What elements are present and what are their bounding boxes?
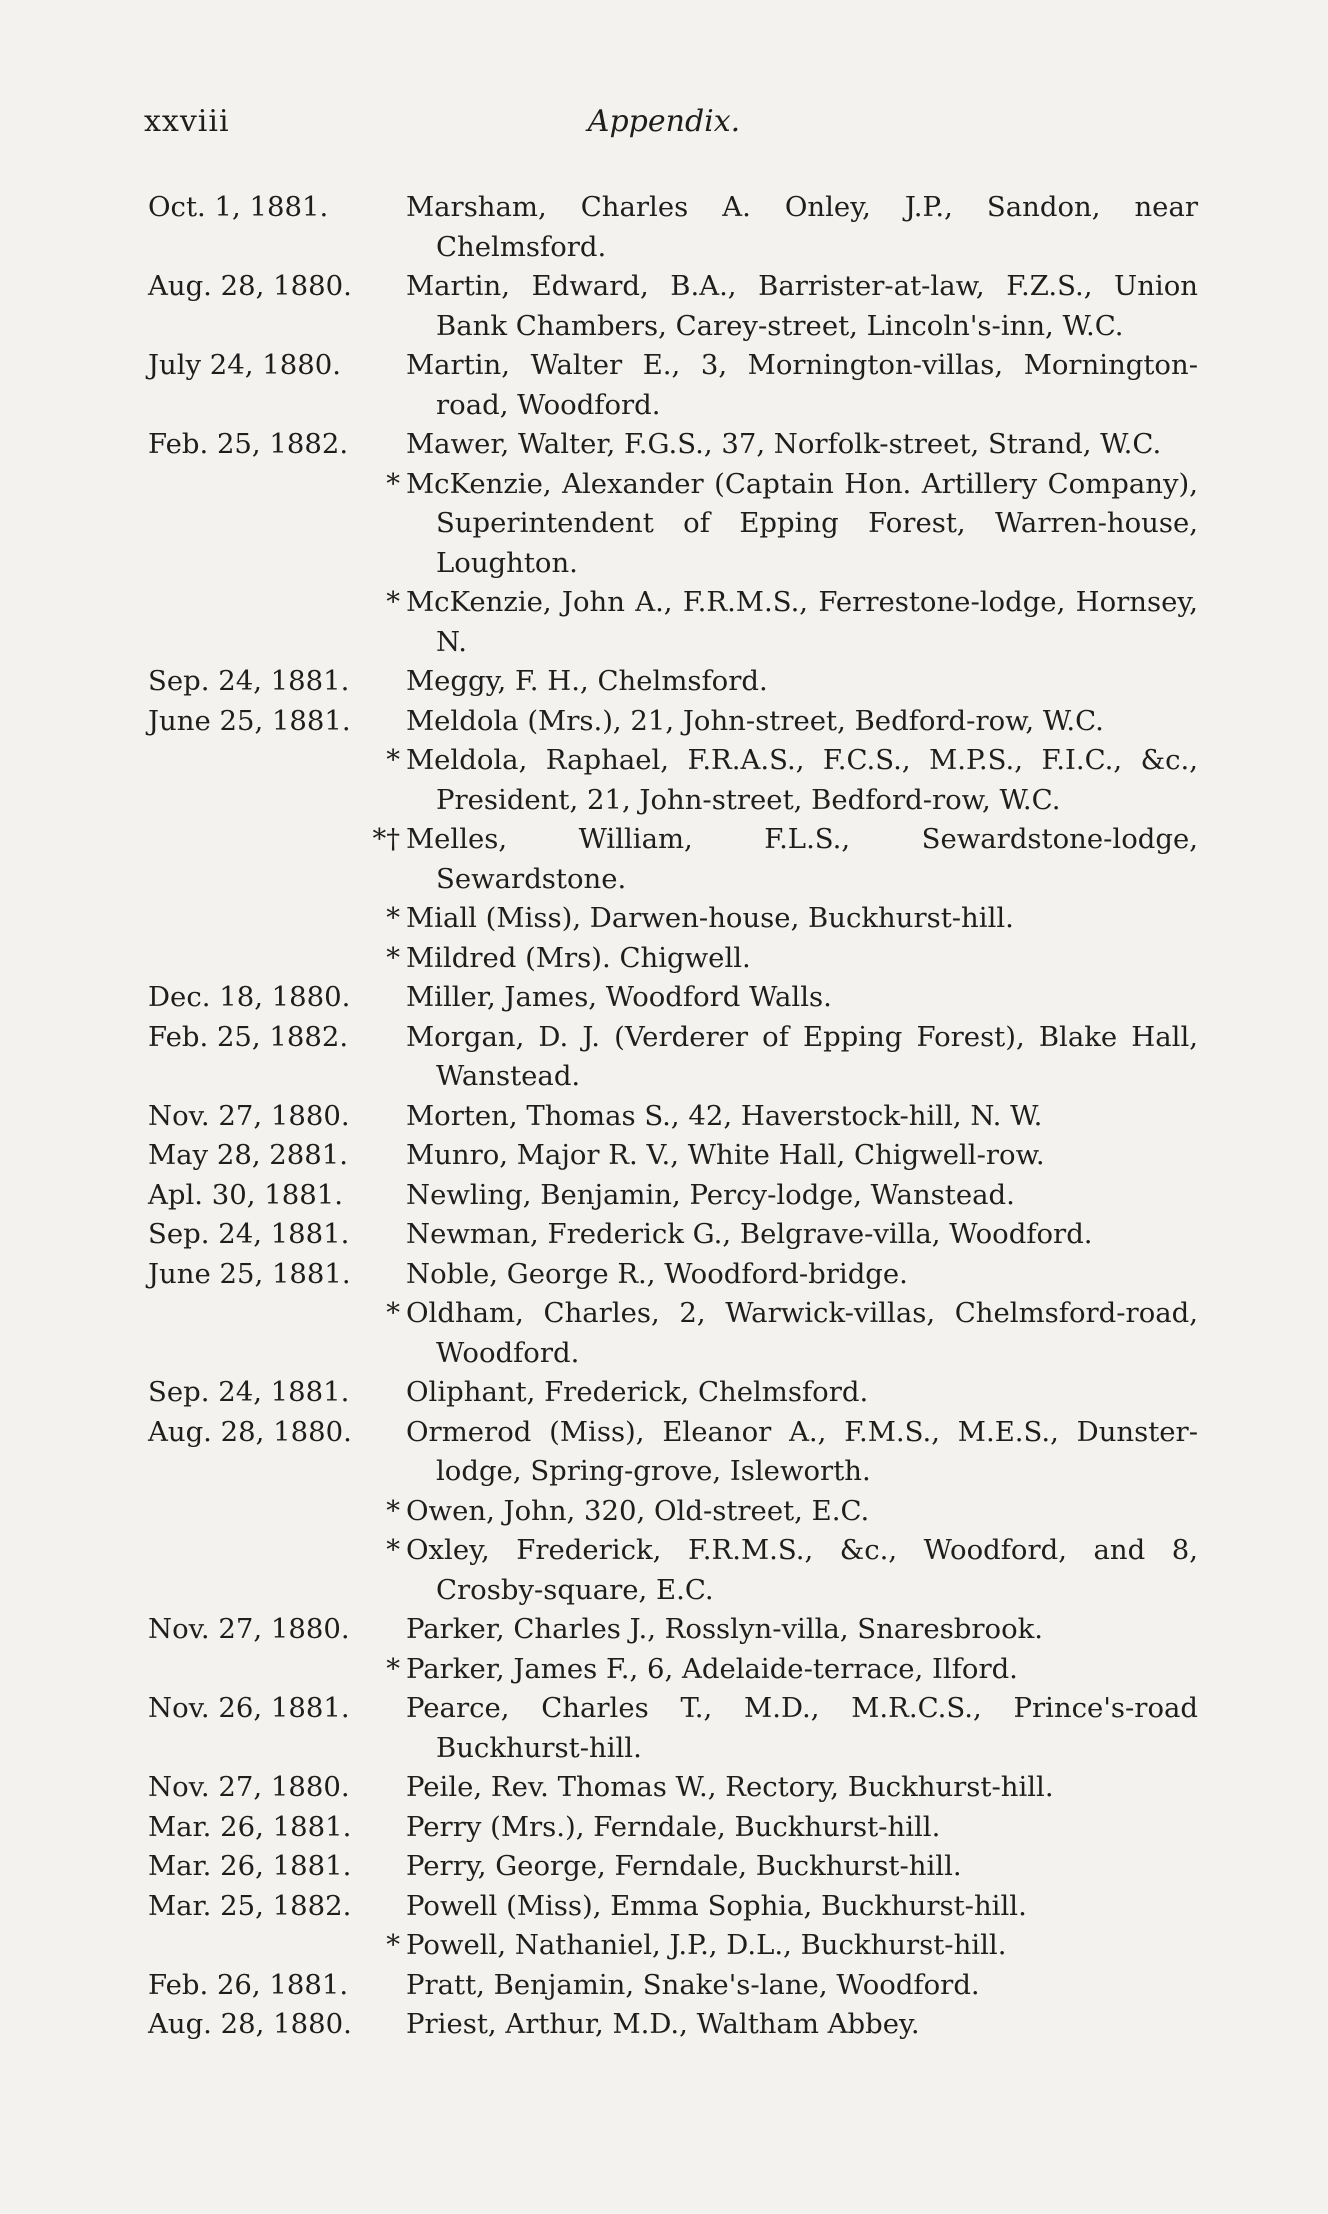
entry-mark: * bbox=[386, 744, 400, 776]
list-item bbox=[148, 1492, 1198, 1532]
entry-text: Peile, Rev. Thomas W., Rectory, Buckhurst-hill. bbox=[406, 1771, 1054, 1803]
entry-mark: * bbox=[386, 1534, 400, 1566]
entry-text: Mawer, Walter, F.G.S., 37, Norfolk-street, Strand, W.C. bbox=[406, 428, 1162, 460]
entry-mark: *† bbox=[372, 823, 400, 855]
list-item bbox=[148, 465, 1198, 584]
entry-mark: * bbox=[386, 586, 400, 618]
entry-mark: * bbox=[386, 1652, 400, 1685]
entry-text: Oxley, Frederick, F.R.M.S., &c., Woodford, and 8, Crosby-square, E.C. bbox=[406, 1534, 1198, 1606]
list-item bbox=[148, 1018, 1198, 1097]
member-list bbox=[148, 188, 1198, 2045]
list-item bbox=[148, 267, 1198, 346]
entry-text: Ormerod (Miss), Eleanor A., F.M.S., M.E.S., Dunster-lodge, Spring-grove, Isleworth. bbox=[406, 1415, 1198, 1487]
entry-text: Powell, Nathaniel, J.P., D.L., Buckhurst-hill. bbox=[406, 1929, 1007, 1961]
list-item bbox=[148, 1373, 1198, 1413]
list-item bbox=[148, 188, 1198, 267]
entry-date: Mar. 25, 1882. bbox=[148, 1889, 352, 1922]
entry-text: Miller, James, Woodford Walls. bbox=[406, 981, 832, 1013]
entry-text: Martin, Edward, B.A., Barrister-at-law, F.Z.S., Union Bank Chambers, Carey-street, Lincoln's-inn, W.C. bbox=[406, 270, 1198, 342]
entry-date: Dec. 18, 1880. bbox=[148, 981, 351, 1013]
list-item bbox=[148, 1847, 1198, 1887]
entry-text: Pratt, Benjamin, Snake's-lane, Woodford. bbox=[406, 1968, 980, 2001]
entry-mark: * bbox=[386, 467, 400, 500]
entry-date: Feb. 25, 1882. bbox=[148, 428, 349, 460]
entry-text: Morten, Thomas S., 42, Haverstock-hill, N. W. bbox=[406, 1099, 1043, 1132]
entry-text: McKenzie, John A., F.R.M.S., Ferrestone-lodge, Hornsey, N. bbox=[406, 586, 1198, 658]
list-item bbox=[148, 899, 1198, 939]
entry-date: Oct. 1, 1881. bbox=[148, 191, 329, 223]
entry-text: Noble, George R., Woodford-bridge. bbox=[406, 1257, 908, 1290]
list-item bbox=[148, 1887, 1198, 1927]
entry-text: Oliphant, Frederick, Chelmsford. bbox=[406, 1376, 869, 1408]
entry-date: July 24, 1880. bbox=[148, 349, 342, 381]
entry-text: Miall (Miss), Darwen-house, Buckhurst-hill. bbox=[406, 902, 1014, 934]
list-item bbox=[148, 583, 1198, 662]
entry-text: Marsham, Charles A. Onley, J.P., Sandon, near Chelmsford. bbox=[406, 191, 1198, 263]
entry-mark: * bbox=[386, 1297, 400, 1329]
list-item bbox=[148, 1689, 1198, 1768]
list-item bbox=[148, 346, 1198, 425]
entry-mark: * bbox=[386, 902, 400, 934]
entry-date: Feb. 25, 1882. bbox=[148, 1020, 349, 1053]
entry-text: McKenzie, Alexander (Captain Hon. Artillery Company), Superintendent of Epping Forest, Warren-house, Loughton. bbox=[406, 467, 1198, 579]
entry-date: Mar. 26, 1881. bbox=[148, 1810, 352, 1843]
entry-mark: * bbox=[386, 1929, 400, 1961]
entry-date: Sep. 24, 1881. bbox=[148, 665, 350, 697]
entry-text: Martin, Walter E., 3, Mornington-villas, Mornington-road, Woodford. bbox=[406, 349, 1198, 421]
list-item bbox=[148, 2005, 1198, 2045]
list-item bbox=[148, 702, 1198, 742]
list-item bbox=[148, 1413, 1198, 1492]
entry-date: Sep. 24, 1881. bbox=[148, 1376, 350, 1408]
list-item bbox=[148, 1531, 1198, 1610]
page-title: Appendix. bbox=[587, 104, 741, 139]
list-item bbox=[148, 1808, 1198, 1848]
entry-date: May 28, 2881. bbox=[148, 1139, 349, 1171]
list-item bbox=[148, 1136, 1198, 1176]
entry-text: Newman, Frederick G., Belgrave-villa, Woodford. bbox=[406, 1218, 1093, 1250]
list-item bbox=[148, 978, 1198, 1018]
list-item bbox=[148, 1215, 1198, 1255]
list-item bbox=[148, 1097, 1198, 1137]
entry-date: Aug. 28, 1880. bbox=[148, 270, 352, 302]
list-item bbox=[148, 1610, 1198, 1650]
list-item bbox=[148, 1926, 1198, 1966]
entry-date: Sep. 24, 1881. bbox=[148, 1218, 350, 1250]
entry-text: Newling, Benjamin, Percy-lodge, Wanstead. bbox=[406, 1178, 1015, 1211]
entry-mark: * bbox=[386, 941, 400, 974]
entry-date: Nov. 27, 1880. bbox=[148, 1771, 350, 1803]
entry-date: Nov. 27, 1880. bbox=[148, 1613, 350, 1645]
list-item bbox=[148, 820, 1198, 899]
entry-text: Parker, James F., 6, Adelaide-terrace, Ilford. bbox=[406, 1652, 1018, 1685]
entry-text: Meldola, Raphael, F.R.A.S., F.C.S., M.P.S., F.I.C., &c., President, 21, John-street, Bedford-row, W.C. bbox=[406, 744, 1198, 816]
entry-text: Parker, Charles J., Rosslyn-villa, Snaresbrook. bbox=[406, 1613, 1044, 1645]
entry-date: June 25, 1881. bbox=[148, 1257, 351, 1290]
entry-date: Nov. 26, 1881. bbox=[148, 1692, 350, 1724]
list-item bbox=[148, 662, 1198, 702]
entry-date: Nov. 27, 1880. bbox=[148, 1099, 350, 1132]
entry-text: Munro, Major R. V., White Hall, Chigwell-row. bbox=[406, 1139, 1045, 1171]
entry-text: Priest, Arthur, M.D., Waltham Abbey. bbox=[406, 2008, 920, 2040]
list-item bbox=[148, 939, 1198, 979]
entry-text: Owen, John, 320, Old-street, E.C. bbox=[406, 1494, 870, 1527]
page-number: xxviii bbox=[144, 104, 230, 139]
entry-text: Morgan, D. J. (Verderer of Epping Forest), Blake Hall, Wanstead. bbox=[406, 1020, 1198, 1092]
list-item bbox=[148, 1255, 1198, 1295]
entry-date: Aug. 28, 1880. bbox=[148, 1415, 352, 1448]
entry-date: June 25, 1881. bbox=[148, 704, 351, 737]
list-item bbox=[148, 1966, 1198, 2006]
entry-text: Meggy, F. H., Chelmsford. bbox=[406, 665, 768, 697]
entry-date: Mar. 26, 1881. bbox=[148, 1850, 352, 1882]
entry-date: Feb. 26, 1881. bbox=[148, 1968, 349, 2001]
entry-text: Pearce, Charles T., M.D., M.R.C.S., Prince's-road Buckhurst-hill. bbox=[406, 1692, 1198, 1764]
entry-text: Perry (Mrs.), Ferndale, Buckhurst-hill. bbox=[406, 1810, 941, 1843]
list-item bbox=[148, 1294, 1198, 1373]
entry-text: Meldola (Mrs.), 21, John-street, Bedford-row, W.C. bbox=[406, 704, 1104, 737]
list-item bbox=[148, 1650, 1198, 1690]
list-item bbox=[148, 425, 1198, 465]
entry-mark: * bbox=[386, 1494, 400, 1527]
list-item bbox=[148, 1176, 1198, 1216]
list-item bbox=[148, 1768, 1198, 1808]
list-item bbox=[148, 741, 1198, 820]
entry-text: Perry, George, Ferndale, Buckhurst-hill. bbox=[406, 1850, 962, 1882]
entry-text: Melles, William, F.L.S., Sewardstone-lodge, Sewardstone. bbox=[406, 823, 1198, 895]
entry-text: Oldham, Charles, 2, Warwick-villas, Chelmsford-road, Woodford. bbox=[406, 1297, 1198, 1369]
entry-text: Powell (Miss), Emma Sophia, Buckhurst-hill. bbox=[406, 1889, 1027, 1922]
entry-date: Aug. 28, 1880. bbox=[148, 2008, 352, 2040]
entry-text: Mildred (Mrs). Chigwell. bbox=[406, 941, 751, 974]
entry-date: Apl. 30, 1881. bbox=[148, 1178, 343, 1211]
